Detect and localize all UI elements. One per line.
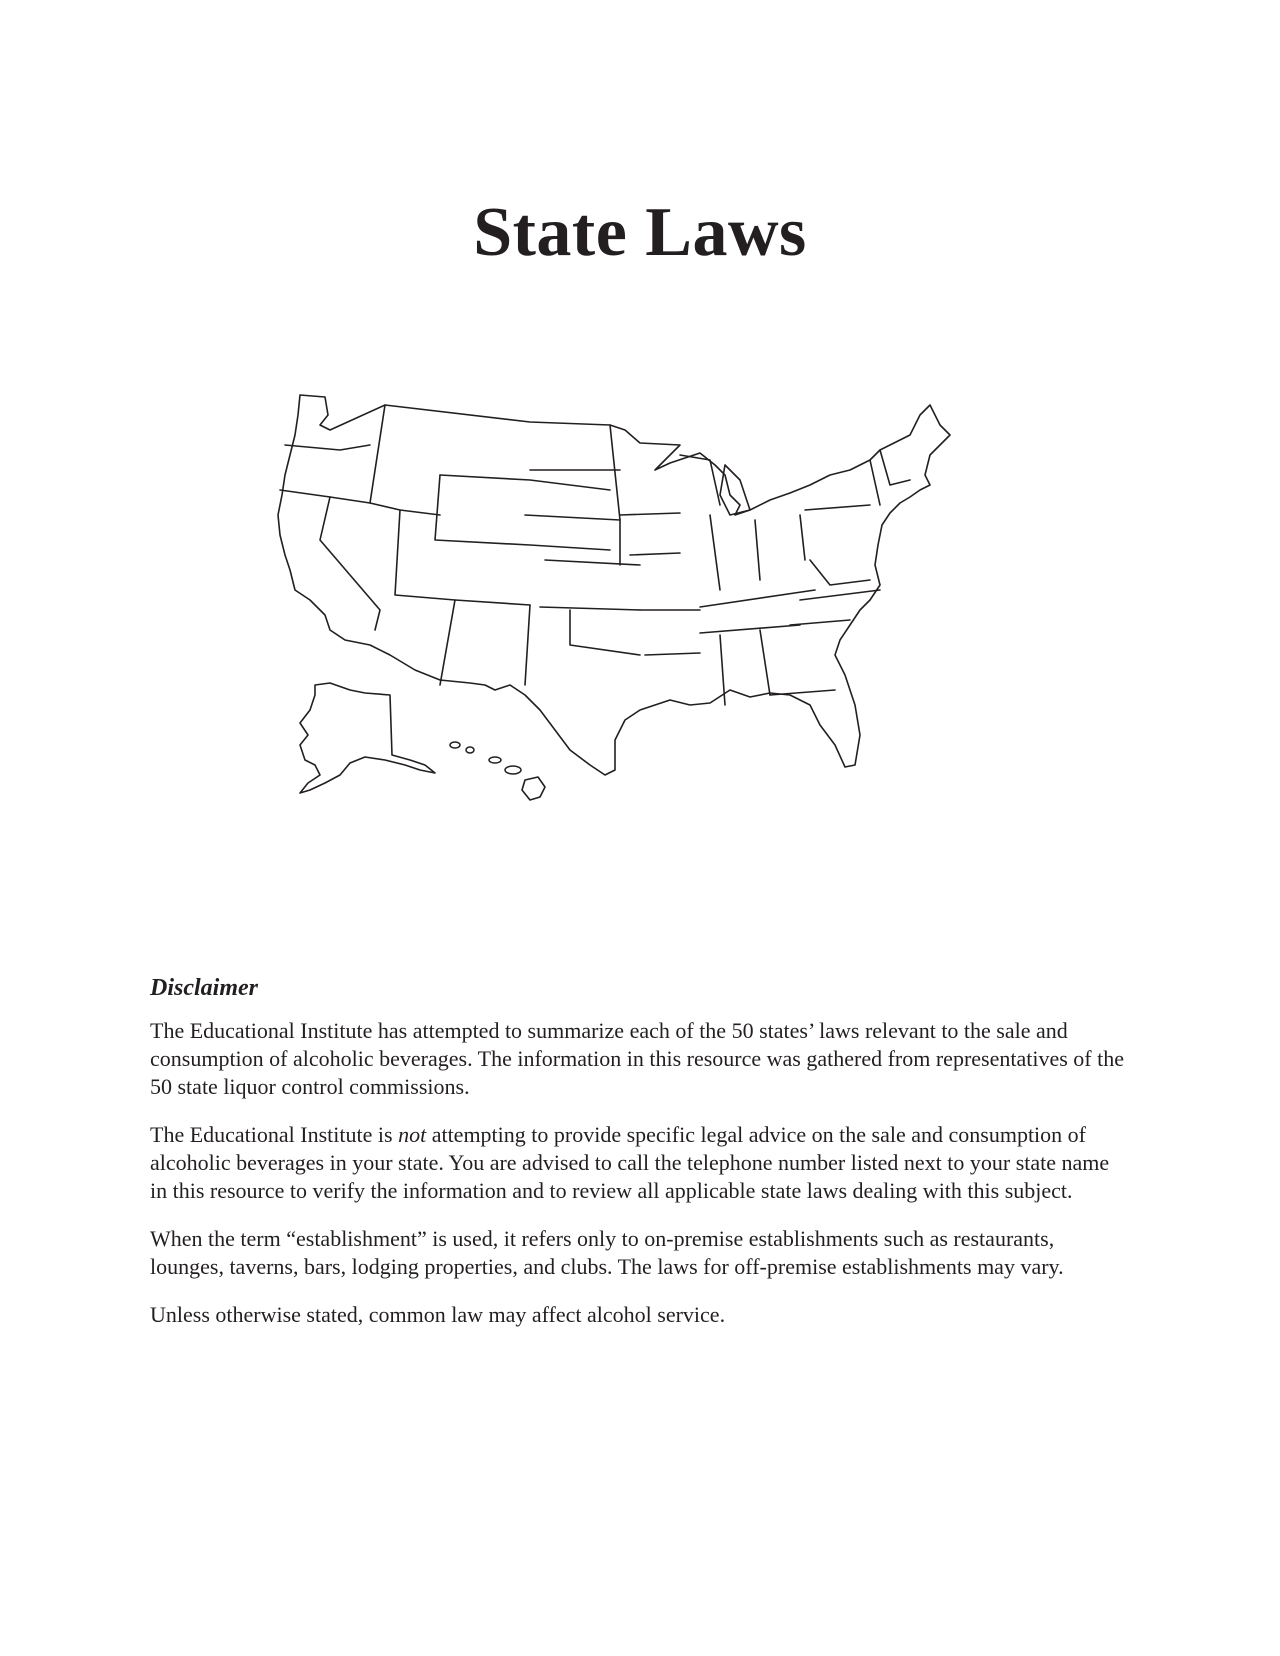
border-az-nm <box>440 600 455 685</box>
disclaimer-heading: Disclaimer <box>150 975 258 1001</box>
hawaii-island-1 <box>450 742 460 748</box>
border-il-in <box>710 515 720 590</box>
border-al-ga <box>760 630 770 695</box>
border-id <box>370 405 440 515</box>
hawaii-island-2 <box>466 747 474 753</box>
mi-lower <box>720 465 750 515</box>
disclaimer-paragraph-2-start: The Educational Institute is <box>150 1122 399 1147</box>
disclaimer-paragraph-2 <box>150 1121 1130 1205</box>
border-or-ca <box>280 490 370 503</box>
disclaimer-paragraph-2-end: attempting to provide specific legal advice on the sale and consumption of alcoholic beverages in your state. You are advised to call the telephone number listed next to your state name in this resource to verify the information and to review all applicable state laws dealing with this subject. <box>150 1122 1110 1203</box>
disclaimer-paragraph-1: The Educational Institute has attempted to summarize each of the 50 states’ laws relevant to the sale and consumption of alcoholic beverages. The information in this resource was gathered from representatives of the 50 state liquor control commissions. <box>150 1018 1124 1099</box>
disclaimer-paragraph-2-emphasis: not <box>398 1122 427 1147</box>
border-oh-pa <box>800 515 805 560</box>
border-mn-ia <box>620 513 680 515</box>
border-ca-nv <box>320 497 380 630</box>
hawaii-big-island <box>522 777 545 800</box>
border-in-oh <box>755 520 760 580</box>
border-ok-tx <box>570 610 640 655</box>
border-sd-ne <box>525 515 620 520</box>
border-pa-ny <box>805 505 870 510</box>
border-ne-ks <box>545 560 640 565</box>
disclaimer-section <box>150 973 1130 1349</box>
hawaii-island-4 <box>505 766 521 774</box>
border-ny-ne <box>870 460 880 505</box>
border-mt-wy <box>440 475 610 490</box>
hawaii-island-3 <box>489 757 501 763</box>
border-nc-sc <box>790 620 850 625</box>
disclaimer-paragraph-4: Unless otherwise stated, common law may affect alcohol service. <box>150 1302 726 1327</box>
border-new-england <box>880 450 910 485</box>
conus-outline <box>278 395 950 775</box>
border-ar-la <box>645 653 700 655</box>
border-wi-mi <box>680 455 720 505</box>
border-tn-ky <box>700 590 815 607</box>
alaska-outline <box>300 683 435 793</box>
border-ga-fl <box>770 690 835 695</box>
border-wv-va <box>810 560 870 585</box>
border-nm-tx <box>525 605 530 685</box>
border-dakotas-mn <box>610 425 620 565</box>
border-ut-co <box>395 510 530 605</box>
us-states-map <box>270 385 1010 855</box>
border-va-nc <box>800 590 880 600</box>
disclaimer-paragraph-3: When the term “establishment” is used, it refers only to on-premise establishments such as restaurants, lounges, taverns, bars, lodging properties, and clubs. The laws for off-premise establishments may vary. <box>150 1226 1064 1279</box>
us-states-map-svg <box>270 385 1010 855</box>
page-title: State Laws <box>473 194 807 271</box>
border-wa-or <box>285 445 370 450</box>
border-ks-ok <box>540 607 640 610</box>
border-ia-mo <box>630 553 680 555</box>
border-tn-ms <box>700 625 800 633</box>
